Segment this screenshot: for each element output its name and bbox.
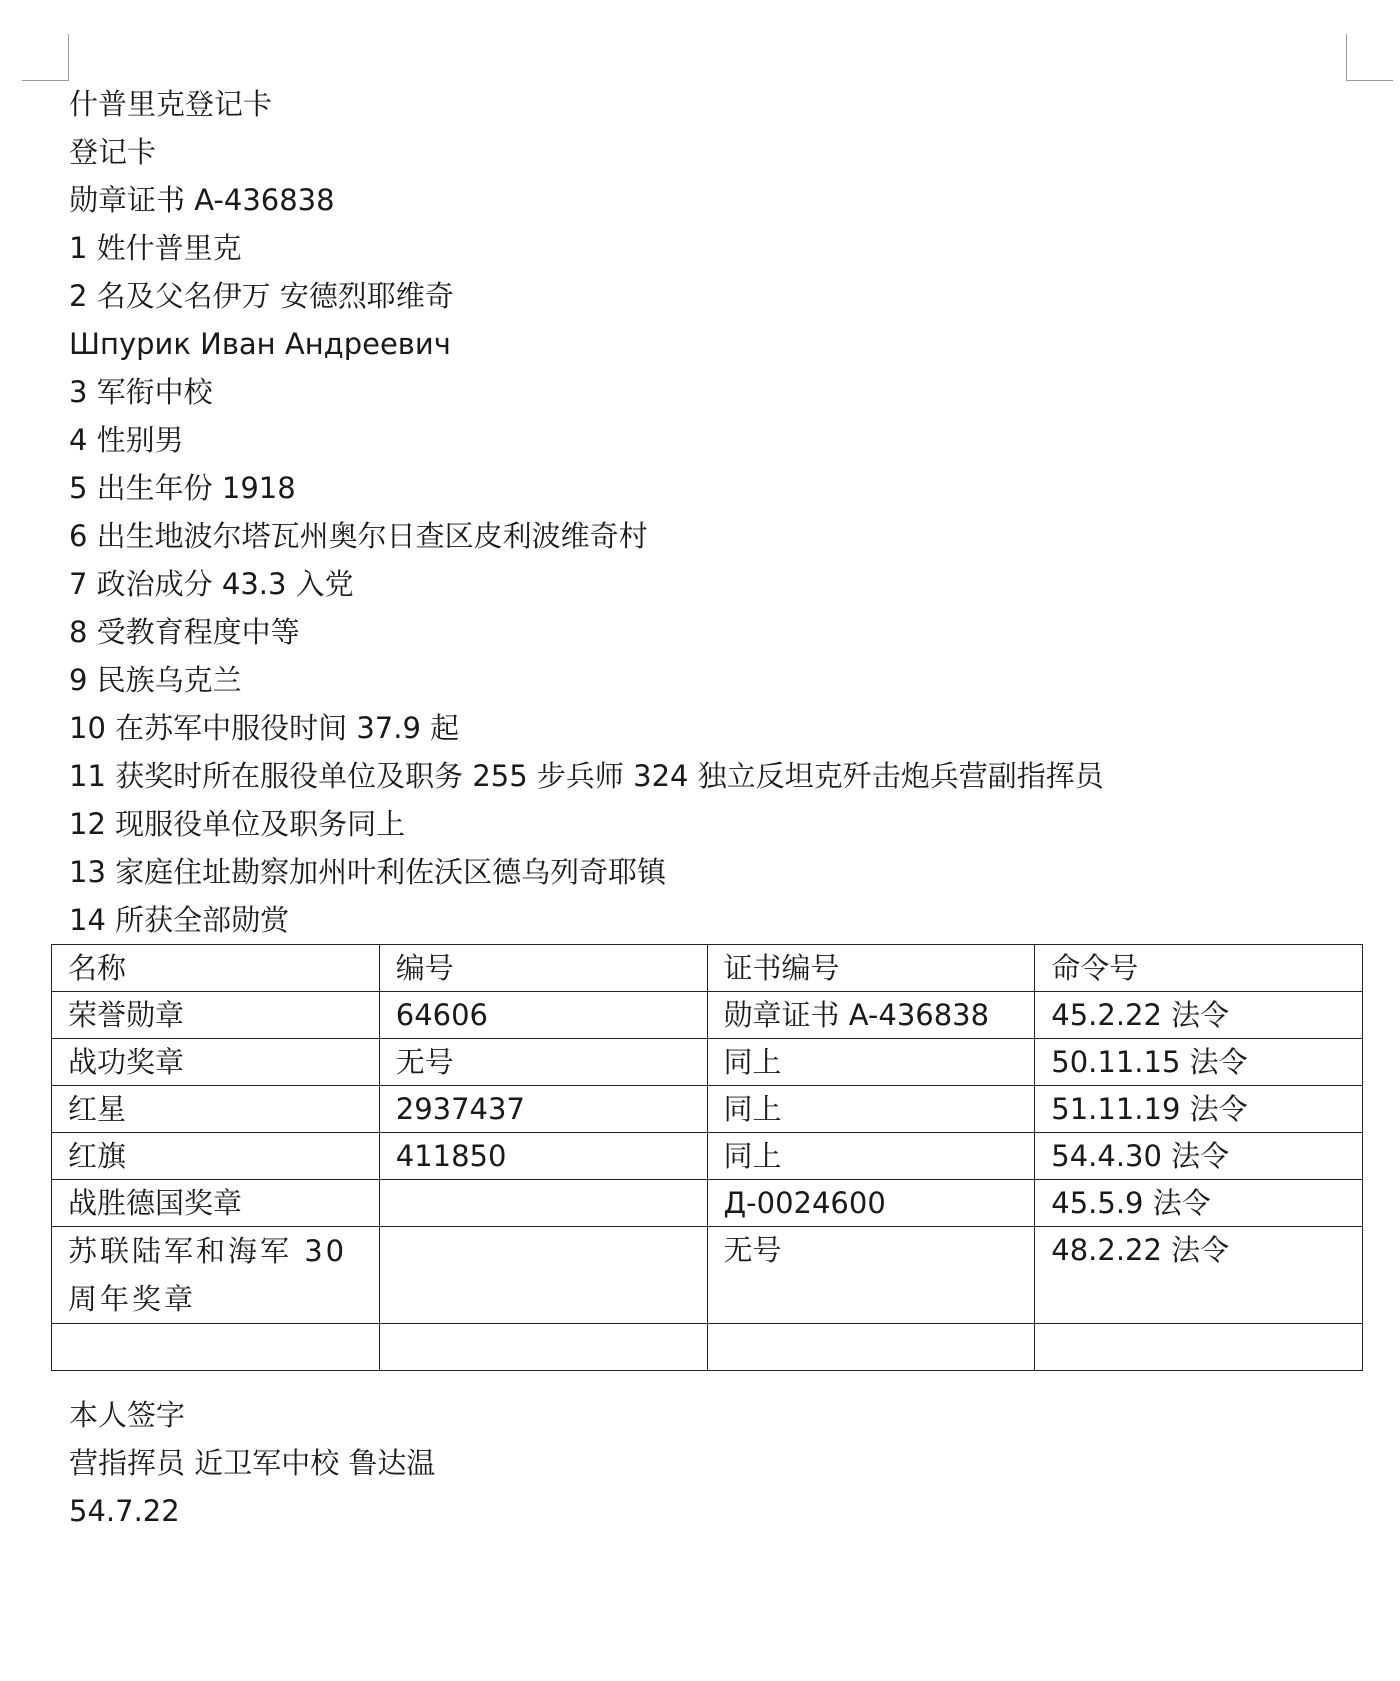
table-cell: 红星 [52,1086,380,1133]
table-header-cell: 名称 [52,945,380,992]
table-cell: 战胜德国奖章 [52,1180,380,1227]
table-cell: 48.2.22 法令 [1035,1227,1363,1324]
awards-table [51,944,1363,1371]
table-header-cell: 证书编号 [707,945,1035,992]
table-cell: 荣誉勋章 [52,992,380,1039]
table-header-cell: 编号 [379,945,707,992]
table-cell: 红旗 [52,1133,380,1180]
field-russian-name: Шпурик Иван Андреевич [69,327,451,361]
table-cell [379,1180,707,1227]
table-cell: 64606 [379,992,707,1039]
field-rank: 3 军衔中校 [69,375,213,409]
table-row [52,1180,1363,1227]
field-education: 8 受教育程度中等 [69,615,300,649]
table-cell: 苏联陆军和海军 30 周年奖章 [52,1227,380,1324]
table-cell: Д-0024600 [707,1180,1035,1227]
field-gender: 4 性别男 [69,423,184,457]
table-cell: 50.11.15 法令 [1035,1039,1363,1086]
field-nationality: 9 民族乌克兰 [69,663,242,697]
table-row [52,992,1363,1039]
card-label: 登记卡 [69,135,157,169]
signature-label: 本人签字 [69,1398,186,1432]
table-row [52,1086,1363,1133]
table-cell: 45.5.9 法令 [1035,1180,1363,1227]
page-corner-mark-top-right [1346,34,1393,81]
field-surname: 1 姓什普里克 [69,231,242,265]
table-cell: 勋章证书 A-436838 [707,992,1035,1039]
commander-signature: 营指挥员 近卫军中校 鲁达温 [69,1446,436,1480]
table-cell: 无号 [707,1227,1035,1324]
table-row [52,1133,1363,1180]
table-row [52,1227,1363,1324]
field-birth-year: 5 出生年份 1918 [69,471,296,505]
table-header-cell: 命令号 [1035,945,1363,992]
field-home-address: 13 家庭住址勘察加州叶利佐沃区德乌列奇耶镇 [69,855,667,889]
table-cell: 同上 [707,1039,1035,1086]
table-header-row [52,945,1363,992]
table-cell [707,1324,1035,1371]
page-corner-mark-top-left [22,34,69,81]
field-birthplace: 6 出生地波尔塔瓦州奥尔日查区皮利波维奇村 [69,519,648,553]
certificate-number: 勋章证书 A-436838 [69,183,335,217]
table-cell: 411850 [379,1133,707,1180]
field-all-awards: 14 所获全部勋赏 [69,903,290,937]
document-body [69,80,1104,944]
field-party: 7 政治成分 43.3 入党 [69,567,354,601]
field-service-start: 10 在苏军中服役时间 37.9 起 [69,711,460,745]
field-name-patronymic: 2 名及父名伊万 安德烈耶维奇 [69,279,454,313]
table-row-empty [52,1324,1363,1371]
table-cell: 54.4.30 法令 [1035,1133,1363,1180]
table-cell: 2937437 [379,1086,707,1133]
field-unit-at-award: 11 获奖时所在服役单位及职务 255 步兵师 324 独立反坦克歼击炮兵营副指挥员 [69,759,1104,793]
table-cell [379,1227,707,1324]
table-cell: 51.11.19 法令 [1035,1086,1363,1133]
table-cell: 战功奖章 [52,1039,380,1086]
table-cell: 同上 [707,1133,1035,1180]
footer-date: 54.7.22 [69,1494,180,1528]
document-title: 什普里克登记卡 [69,87,273,121]
table-cell: 45.2.22 法令 [1035,992,1363,1039]
table-cell [379,1324,707,1371]
table-cell: 同上 [707,1086,1035,1133]
field-current-unit: 12 现服役单位及职务同上 [69,807,406,841]
table-row [52,1039,1363,1086]
table-cell [52,1324,380,1371]
document-footer [69,1391,435,1535]
table-cell: 无号 [379,1039,707,1086]
table-cell [1035,1324,1363,1371]
